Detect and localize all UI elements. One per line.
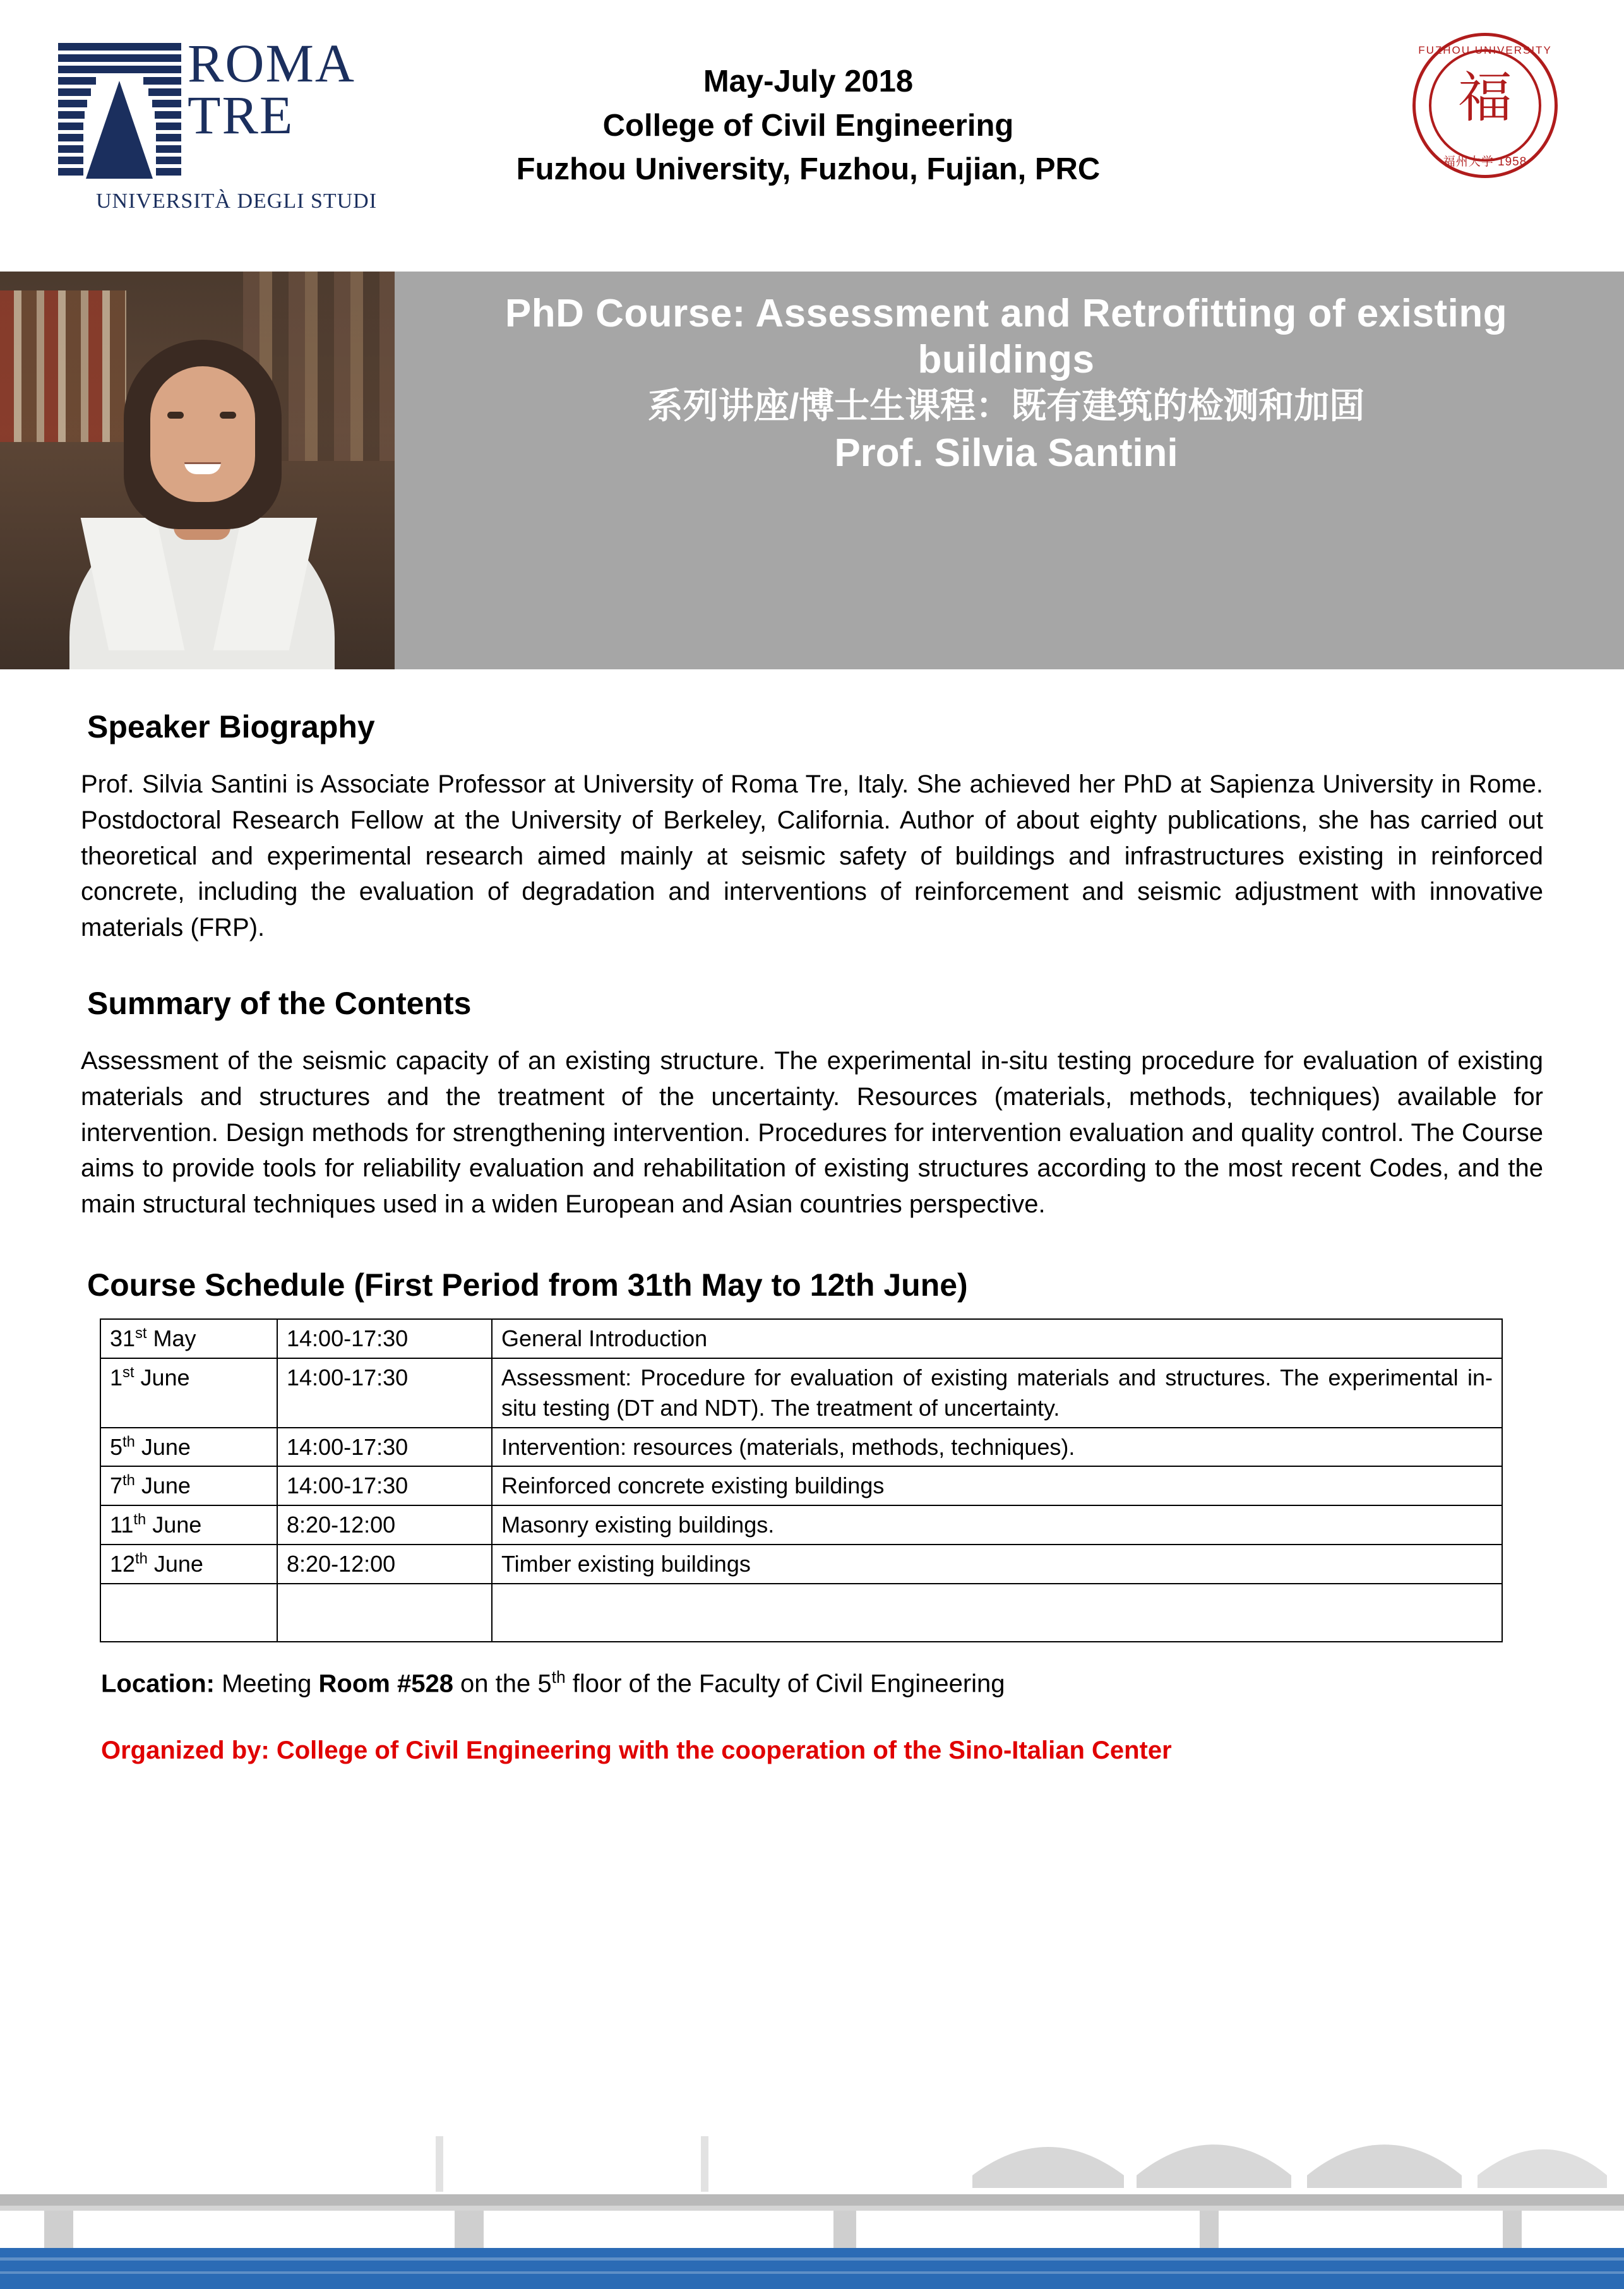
roma-tre-subtitle: UNIVERSITÀ DEGLI STUDI (96, 189, 378, 213)
location-room: Room #528 (318, 1670, 453, 1698)
roma-tre-line2: TRE (188, 84, 294, 145)
schedule-topic: Intervention: resources (materials, methods, techniques). (492, 1428, 1502, 1467)
location-label: Location: (101, 1670, 215, 1698)
fuzhou-logo-top-text: FUZHOU UNIVERSITY (1418, 44, 1552, 56)
schedule-date: 12th June (100, 1545, 277, 1584)
page-header (0, 0, 1624, 272)
portrait-eye-left (167, 412, 184, 419)
bridge-illustration (0, 2100, 1624, 2289)
fuzhou-university-logo (1412, 33, 1558, 178)
table-row (100, 1466, 1502, 1505)
table-row (100, 1319, 1502, 1358)
portrait-face (150, 366, 255, 502)
roma-tre-line1: ROMA (188, 33, 356, 93)
biography-heading: Speaker Biography (87, 709, 375, 744)
table-row (100, 1428, 1502, 1467)
organized-by-line: Organized by: College of Civil Engineering with the cooperation of the Sino-Italian Center (101, 1736, 1172, 1765)
schedule-date: 5th June (100, 1428, 277, 1467)
schedule-topic: Timber existing buildings (492, 1545, 1502, 1584)
schedule-heading: Course Schedule (First Period from 31th May to 12th June) (87, 1267, 968, 1303)
portrait-bookshelf-left (0, 290, 126, 442)
banner-speaker-name: Prof. Silvia Santini (834, 431, 1178, 475)
schedule-date-empty (100, 1584, 277, 1642)
header-title-line-2: College of Civil Engineering (602, 108, 1014, 143)
schedule-time: 14:00-17:30 (277, 1466, 492, 1505)
schedule-topic: General Introduction (492, 1319, 1502, 1358)
location-text-1: Meeting (214, 1670, 319, 1698)
header-title-line-1: May-July 2018 (703, 64, 914, 99)
roma-tre-emblem-svg (58, 43, 181, 185)
fuzhou-logo-bottom-text: 福州大学 1958 (1443, 155, 1527, 169)
schedule-time: 8:20-12:00 (277, 1505, 492, 1545)
table-row (100, 1358, 1502, 1428)
schedule-date: 31st May (100, 1319, 277, 1358)
banner-course-title-en: PhD Course: Assessment and Retrofitting of existing buildings (505, 292, 1508, 382)
banner-course-title-cn: 系列讲座/博士生课程：既有建筑的检测和加固 (647, 386, 1365, 426)
schedule-date: 1st June (100, 1358, 277, 1428)
fuzhou-logo-center-character: 福 (1458, 68, 1512, 128)
location-line (101, 1668, 1543, 1698)
biography-text: Prof. Silvia Santini is Associate Professor at University of Roma Tre, Italy. She achieved her PhD at Sapienza University in Rome. Postdoctoral Research Fellow at the University of Berkeley, California. Author of about eighty publications, she has carried out theoretical and experimental research aimed mainly at seismic safety of buildings and infrastructures existing in reinforced concrete, including the evaluation of degradation and interventions of reinforcement and seismic adjustment with innovative materials (FRP). (81, 770, 1543, 942)
schedule-topic-empty (492, 1584, 1502, 1642)
footer-bridge-graphic (0, 2100, 1624, 2289)
schedule-topic: Assessment: Procedure for evaluation of existing materials and structures. The experimental in-situ testing (DT and NDT). The treatment of uncertainty. (492, 1358, 1502, 1428)
speaker-portrait (0, 272, 395, 669)
schedule-time: 14:00-17:30 (277, 1358, 492, 1428)
page-content (0, 708, 1624, 1769)
portrait-eye-right (220, 412, 236, 419)
header-title (404, 60, 1212, 192)
summary-heading: Summary of the Contents (87, 985, 472, 1021)
header-title-line-3: Fuzhou University, Fuzhou, Fujian, PRC (516, 152, 1101, 187)
course-schedule-table (100, 1318, 1503, 1642)
table-row-empty (100, 1584, 1502, 1642)
banner-text-block (395, 272, 1624, 669)
course-banner (0, 272, 1624, 669)
schedule-date: 7th June (100, 1466, 277, 1505)
schedule-time: 14:00-17:30 (277, 1428, 492, 1467)
roma-tre-emblem-icon (58, 43, 181, 185)
table-row (100, 1545, 1502, 1584)
roma-tre-wordmark (188, 33, 390, 145)
schedule-time: 8:20-12:00 (277, 1545, 492, 1584)
location-sup: th (551, 1668, 566, 1687)
location-text-3: floor of the Faculty of Civil Engineering (565, 1670, 1005, 1698)
location-text-2: on the 5 (453, 1670, 552, 1698)
schedule-topic: Reinforced concrete existing buildings (492, 1466, 1502, 1505)
schedule-time: 14:00-17:30 (277, 1319, 492, 1358)
schedule-date: 11th June (100, 1505, 277, 1545)
schedule-time-empty (277, 1584, 492, 1642)
schedule-topic: Masonry existing buildings. (492, 1505, 1502, 1545)
summary-text: Assessment of the seismic capacity of an existing structure. The experimental in-situ testing procedure for evaluation of existing materials and structures and the treatment of the uncertainty. Resources (materials, methods, techniques) available for intervention. Design methods for strengthening intervention. Procedures for intervention evaluation and quality control. The Course aims to provide tools for reliability evaluation and rehabilitation of existing structures according to the most recent Codes, and the main structural techniques used in a widen European and Asian countries perspective. (81, 1046, 1543, 1219)
roma-tre-logo (58, 33, 386, 234)
table-row (100, 1505, 1502, 1545)
